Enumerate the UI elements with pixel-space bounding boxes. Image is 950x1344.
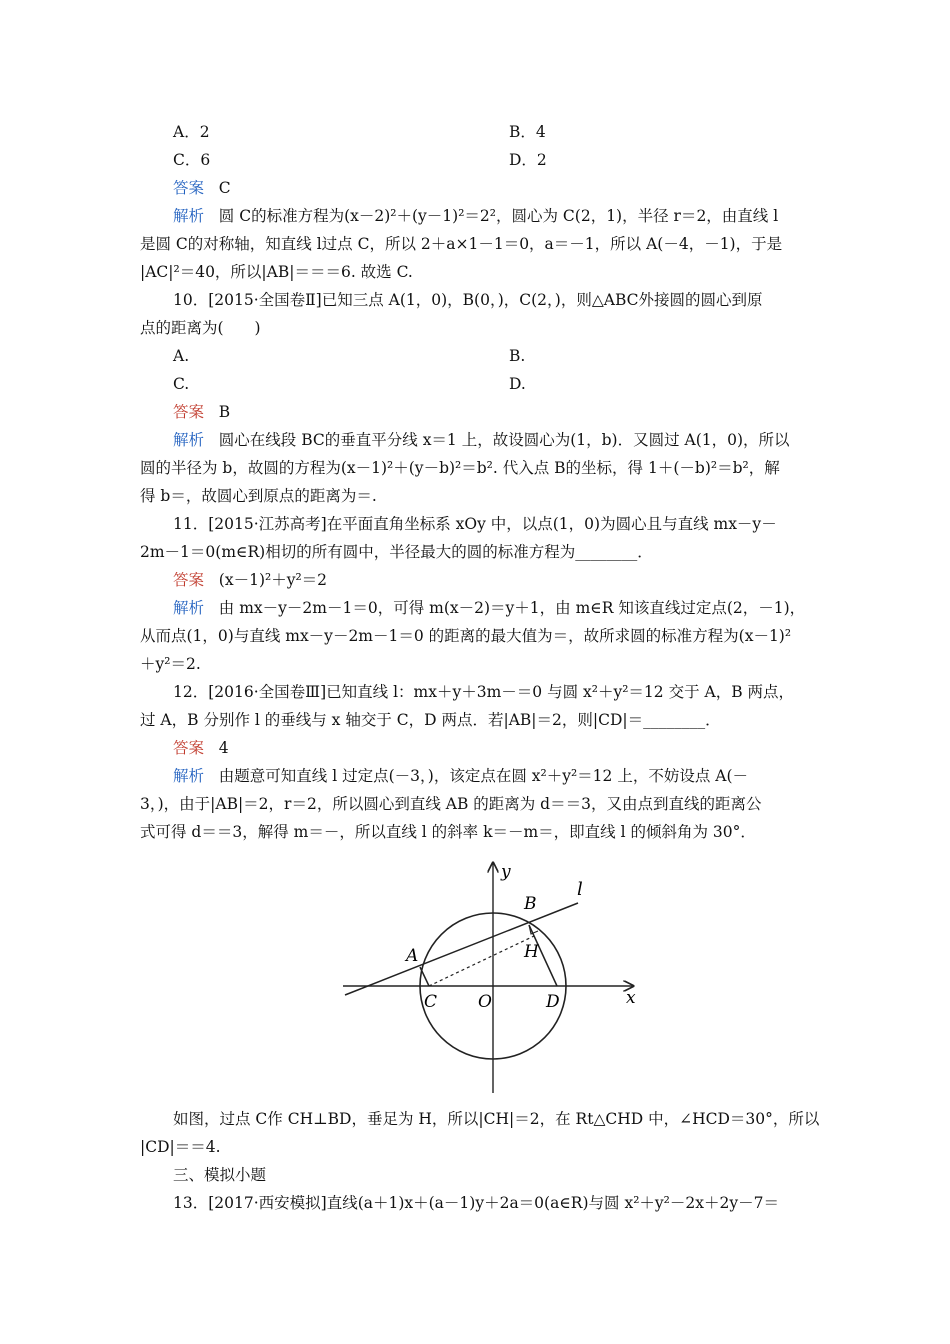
q11-explanation-line1: [173, 598, 853, 618]
label-x: x: [626, 988, 636, 1008]
answer-label: 答案: [173, 571, 205, 589]
q11-stem-line1: 11．[2015·江苏高考]在平面直角坐标系 xOy 中，以点(1，0)为圆心且与直线 mx－y－: [173, 515, 777, 533]
q10-stem-line1: 10．[2015·全国卷Ⅱ]已知三点 A(1，0)，B(0，)，C(2，)，则△ABC外接圆的圆心到原: [173, 291, 763, 309]
explanation-label: 解析: [173, 599, 205, 617]
q11-answer: [173, 570, 853, 590]
q9-option-a: A．2: [173, 123, 210, 141]
q13-stem-line1: 13．[2017·西安模拟]直线(a＋1)x＋(a－1)y＋2a＝0(a∈R)与圆 x²＋y²－2x＋2y－7＝: [173, 1194, 779, 1212]
q12-explanation-line2: 3，)，由于|AB|＝2，r＝2，所以圆心到直线 AB 的距离为 d＝＝3，又由点到直线的距离公: [140, 795, 762, 813]
q10-option-d: D.: [509, 375, 526, 393]
answer-value: B: [218, 403, 231, 421]
label-l: l: [577, 879, 583, 900]
q9-explanation-line1: [173, 206, 853, 226]
answer-value: 4: [218, 739, 229, 757]
q9-explanation-line2: 是圆 C的对称轴，知直线 l过点 C，所以 2＋a×1－1＝0，a＝－1，所以 A(－4，－1)，于是: [140, 235, 783, 253]
q12-after-figure-line2: |CD|＝＝4.: [140, 1138, 221, 1156]
explanation-text: 由 mx－y－2m－1＝0，可得 m(x－2)＝y＋1，由 m∈R 知该直线过定点(2，－1)，: [218, 599, 806, 617]
q10-explanation-line2: 圆的半径为 b，故圆的方程为(x－1)²＋(y－b)²＝b². 代入点 B的坐标，得 1＋(－b)²＝b²，解: [140, 459, 780, 477]
q11-explanation-line3: ＋y²＝2.: [140, 655, 201, 673]
answer-value: (x－1)²＋y²＝2: [218, 571, 328, 589]
q10-explanation-line3: 得 b＝，故圆心到原点的距离为＝.: [140, 487, 377, 505]
q9-option-c: C．6: [173, 151, 211, 169]
q12-after-figure-line1: 如图，过点 C作 CH⊥BD，垂足为 H，所以|CH|＝2，在 Rt△CHD 中，∠HCD＝30°，所以: [173, 1110, 820, 1128]
label-o: O: [478, 992, 492, 1012]
line-l: [345, 903, 578, 995]
label-y: y: [501, 862, 511, 882]
q12-stem-line2: 过 A，B 分别作 l 的垂线与 x 轴交于 C，D 两点．若|AB|＝2，则|CD|＝________．: [140, 711, 721, 729]
circle-diagram: [333, 845, 648, 1097]
explanation-label: 解析: [173, 207, 205, 225]
q12-explanation-line3: 式可得 d＝＝3，解得 m＝－，所以直线 l 的斜率 k＝－m＝，即直线 l 的倾斜角为 30°．: [140, 823, 756, 841]
geometry-figure: [333, 845, 648, 1097]
q12-explanation-line1: [173, 766, 853, 786]
q11-explanation-line2: 从而点(1，0)与直线 mx－y－2m－1＝0 的距离的最大值为＝，故所求圆的标准方程为(x－1)²: [140, 627, 792, 645]
segment-ch: [429, 936, 534, 986]
q10-answer: [173, 402, 853, 422]
explanation-label: 解析: [173, 767, 205, 785]
label-d: D: [546, 992, 560, 1012]
q10-stem-line2: 点的距离为( ): [140, 319, 261, 337]
q12-stem-line1: 12．[2016·全国卷Ⅲ]已知直线 l：mx＋y＋3m－＝0 与圆 x²＋y²＝12 交于 A，B 两点，: [173, 683, 795, 701]
q9-explanation-line3: |AC|²＝40，所以|AB|＝＝＝6. 故选 C.: [140, 263, 413, 281]
answer-label: 答案: [173, 179, 205, 197]
q11-stem-line2: 2m－1＝0(m∈R)相切的所有圆中，半径最大的圆的标准方程为________．: [140, 543, 653, 561]
label-b: B: [524, 894, 537, 914]
label-c: C: [424, 992, 438, 1012]
explanation-text: 圆 C的标准方程为(x－2)²＋(y－1)²＝2²，圆心为 C(2，1)，半径 r＝2，由直线 l: [218, 207, 779, 225]
answer-label: 答案: [173, 739, 205, 757]
explanation-label: 解析: [173, 431, 205, 449]
label-h: H: [524, 942, 539, 962]
q9-option-d: D．2: [509, 151, 547, 169]
q10-option-c: C.: [173, 375, 190, 393]
q10-explanation-line1: [173, 430, 853, 450]
answer-value: C: [218, 179, 231, 197]
q10-option-a: A.: [173, 347, 190, 365]
explanation-text: 由题意可知直线 l 过定点(－3，)，该定点在圆 x²＋y²＝12 上，不妨设点 A(－: [218, 767, 748, 785]
q9-option-b: B．4: [509, 123, 546, 141]
label-a: A: [406, 946, 419, 966]
q10-option-b: B.: [509, 347, 526, 365]
answer-label: 答案: [173, 403, 205, 421]
section-title: 三、模拟小题: [173, 1166, 267, 1184]
q9-answer: [173, 178, 853, 198]
q12-answer: [173, 738, 853, 758]
explanation-text: 圆心在线段 BC的垂直平分线 x＝1 上，故设圆心为(1，b)．又圆过 A(1，0)，所以: [218, 431, 790, 449]
